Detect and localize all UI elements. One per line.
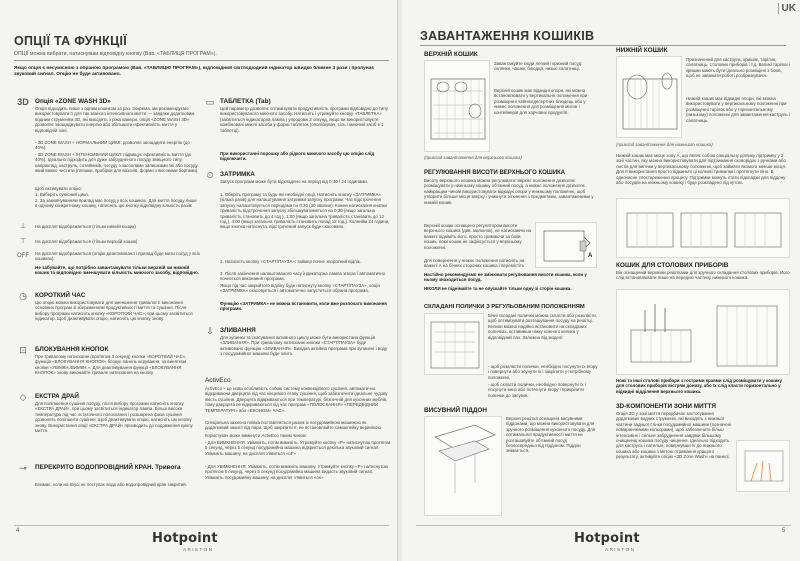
- lower-basket-text-3: Нижній кошик має місце зону А, що являє собою спеціальну ділянку підтримку у 2 зоні частин, яку можна використовувати для підтримання сковорідок з ручками або листів для випічки у вертикальному положенні, щоб займати якомога менше місця. Для її використання просто відкиньте ці колкові трималки і протягнути піно. В одночасне спостереження процесу. Підтримки можуть стати підкладки для піддону або посудки на нижньому кошику і буде розкладено під кутом.: [616, 153, 786, 186]
- brand-sub: ARISTON: [605, 548, 636, 553]
- extra-dry-icon: ◇: [19, 392, 27, 402]
- zone-option-off: На дисплеї відображається (опцію деактивовано і прилад буде мити посуд у всіх кошиках).: [35, 251, 200, 262]
- folding-item-2: - щоб скласти полички, необхідно повернути їх і посунути вниз або потягнути вгору і прикріпити полички до засувок.: [488, 382, 586, 398]
- lower-basket-display-icon: ⊥: [19, 223, 27, 230]
- upper-basket-text: Завантажуйте сюди легкий і крихкий посуд: склянки, чашки, блюдця, низькі салатниці.: [494, 61, 583, 72]
- cutlery-basket-note: Ножі та інші столові прибори з гострими краями слід розміщувати у кошику для столових приборів вістрям донизу, або їх слід класти горизонтально у відкидні відділення верхнього кошика.: [616, 378, 782, 394]
- page-number: 4: [16, 528, 20, 534]
- short-time-text: Цю опцію можна використовувати для зменшення тривалості виконання основних програм зі збереженням продуктивності миття та сушіння. Після вибору програми натисніть кнопку «КОРОТКИЙ ЧАС», при цьому засвітиться індикатор. Щоб деактивувати опцію, натисніть цю кнопку знову.: [35, 300, 193, 322]
- tab-text: Цей параметр дозволяє оптимізувати продуктивність програми відповідно до типу використовуваного миючого засобу. Натисніть і утримуйте кнопку «ТАБЛЕТКА» (засвітиться індикаторна лампа ) упродовж 3 секунд, якщо ви використовуєте комбіновані миючі засоби у формі таблеток (ополіскувач, сіль і миючий засіб в 1 таблетці).: [220, 106, 388, 133]
- drip-tray-drawing: [425, 417, 503, 517]
- upper-basket-caption: (приклад завантаження для верхнього кошика): [424, 155, 522, 160]
- lower-basket-drawing: [617, 57, 683, 139]
- lower-basket-text: Призначений для каструль, кришок, тарілок, салатниць, столових приборів і т.д. Великі тарілки і кришки мають бути ідеально розміщені з боків, щоб не заважати роботі розбризкувача.: [686, 57, 790, 79]
- title-divider: [420, 45, 786, 46]
- zone-wash-text: Опція підходить лише з одним кошиком за раз. Зокрема, ми рекомендуємо використовувати її для так званого інтенсивного миття — завдяки додатковим водним струменям 3D, які виходять з ріжа камери, опція «ZONE WASH 3D» дозволяє заощаджувати енергію або збільшити ефективність миття у відповідній зоні.: [35, 106, 195, 133]
- activeco-heading: ActivEco: [205, 377, 231, 384]
- delay-text-2: Якщо під час закрийтого відліку буде натиснуту кнопку «СТАРТ/ПАУЗА», опція «ЗАТРИМКА» скасовується і автоматично запуститься обрана програма.: [220, 283, 380, 294]
- zone-3d-text: Опція 3D у зоні миття передбачає застосування додаткових водних струменів, які виходять з нижньої частини задньої стінки посудомийної машини (позначені помаранчевими кольорами), щоб забезпечити більш інтенсивне і сильне забруднення завдяки більшому очищенню кошика посуду чищення. Ідеально підходить для каструль і пательні, повернувши їх до нижнього кошика або кошика з метою отримання кращого результату, активуйте опцію «3D Zone Wash» на панелі.: [616, 411, 732, 460]
- tab-icon: ▭: [205, 97, 215, 107]
- tab-note: При використанні порошку або рідкого миючого засобу цю опцію слід відключити.: [220, 151, 375, 162]
- drain-icon: ⇩: [206, 326, 214, 336]
- zone-wash-3d-icon: 3D: [17, 97, 29, 107]
- brand-logo: Hotpoint: [574, 531, 640, 546]
- zone-3d-image: [736, 440, 790, 492]
- activeco-text-2: Спеціальна захисна плівка поставляється разом із посудомийною машиною як додатковий захист від пари. Щоб закріпити її, не встановлюйте самоклейку вериніхою: [205, 420, 381, 431]
- lower-basket-support-image: [616, 198, 790, 258]
- water-tap-icon: ⊸: [19, 463, 27, 473]
- spray-jets-drawing: [737, 441, 791, 493]
- delay-icon: ⏲: [206, 170, 214, 180]
- folding-text: Бічні складані полички можна скласти або розкласти, щоб оптимізувати розташування посуду на решітці. Келихи можна надійно встановити на складаних поличках, вставивши ніжку кожного келиха у відповідний паз. Залежно від моделі:: [488, 313, 597, 340]
- zone-option-lower: На дисплеї відображається (тільки нижній кошик): [35, 224, 136, 229]
- title-divider: [14, 60, 389, 61]
- lever-a-label: A: [588, 253, 593, 259]
- off-display-icon: OFF: [17, 253, 29, 259]
- lower-basket-heading: НИЖНІЙ КОШИК: [616, 47, 668, 54]
- upper-basket-text-2: Верхній кошик має відкидні опори, які можна встановлювати у вертикальне положення при розміщенні чайних/десертних блюдець або у нижнє положення для розміщення мисок і контейнерів для харчових продуктів.: [494, 88, 588, 115]
- drain-text: Для зупинки та скасування активного циклу може бути використана функція «ЗЛИВАННЯ». При тривалому натисканні кнопки «СТАРТ/ПАУЗА» буде активовано функцію «ЗЛИВАННЯ». Вихідна активна програма при зупинені і воду з посудомийної машини буде злито.: [220, 335, 388, 357]
- brand-sub: ARISTON: [183, 548, 214, 553]
- water-block-heading: ПЕРЕКРИТО ВОДОПРОВІДНИЙ КРАН. Тривога: [35, 464, 181, 471]
- height-image: [535, 222, 597, 268]
- intro-text: Якщо опція є несумісною з обраною програмою (Вав. «ТАБЛИЦЮ ПРОГРАМ»), відповідний світлодіодний індикатор швидко блимне 3 рази і пролунає звуковий сигнал. Опцію не буде активовано.: [14, 66, 374, 77]
- height-text-2: Верхній кошик оснащено регулятором висоти верхнього кошика (див. малюнок), не натискаючи на важелі підніміть його, просто тримаючи за боки кошик, поки кошик не зафіксується у верхньому положенні.: [424, 223, 531, 250]
- tab-heading: ТАБЛЕТКА (Tab): [220, 98, 271, 105]
- delay-step-1: 1. Оберіть програму та будь-які необхідні опції. Натисніть кнопку «ЗАТРИМКА» (кілька разів) для налаштування затримки запуску програми. Час відстрочення запуску налаштовується періодами по 0:30 (30 хвилин). Кожне натискання кнопки тривалість відстрочення запуску збільшуватиметься на 0:30 (якщо загальна тривалість становить до 4 год.), 1:00 (якщо загальна тривалість становить до 12 год.), 4:00 (якщо загальна тривалість становить понад 12 год.). Колнийм 24 години, якщо кнопка натиснута, відстрочений запуск буде скасовано.: [220, 192, 390, 230]
- extra-dry-heading: ЕКСТРА ДРАЙ: [35, 393, 79, 400]
- folding-shelf-drawing: [425, 314, 485, 376]
- drip-tray-image: [424, 416, 502, 516]
- support-flaps-drawing: [617, 199, 791, 259]
- height-note-2: НІКОЛИ не піднімайте та не опускайте тільки одну зі сторін кошика.: [424, 286, 572, 291]
- delay-heading: ЗАТРИМКА: [220, 171, 255, 178]
- lower-basket-caption: (приклад завантаження для нижнього кошика): [616, 142, 713, 147]
- zone-option-upper: На дисплеї відображається (тільки верхній кошик): [35, 239, 138, 244]
- zone-wash-step-1: 1. Виберіть сумісний цикл.: [35, 192, 89, 197]
- folding-item-1: - щоб розкласти полички, необхідно посунути їх вгору і повернути або зсунути їх і закріпити у потрібному положенні,: [488, 364, 598, 380]
- activeco-enable: - Для УВІМКНЕННЯ. Увімкніть, потім вимкніть машину. Утримуйте кнопку «P» натиснутою протягом 5 секунд, через 5 секунд посудомийна машина видасть звуковий сигнал. Увімкніть посудомийну машину, на дисплеї з'явиться «on»: [205, 464, 388, 480]
- activeco-disable: - Для ВИМКНЕННЯ. Увімкніть, потім вимкніть. Утримуйте кнопку «P» натиснутою протягом 5 секунд, через 5 секунд посудомийна машина відкриється декілька звуковий сигнал. Увімкніть машину, на дисплеї з'явиться «oF»: [205, 440, 390, 456]
- zone-wash-heading: Опція «ZONE WASH 3D»: [35, 98, 111, 105]
- height-heading: РЕГУЛЮВАННЯ ВИСОТИ ВЕРХНЬОГО КОШИКА: [424, 170, 566, 176]
- key-lock-heading: БЛОКУВАННЯ КНОПОК: [35, 346, 109, 353]
- page-number: 5: [782, 528, 786, 534]
- height-note-1: Настійно рекомендуємо не змінювати регулювання висоти кошика, коли у ньому знаходиться посуд.: [424, 272, 587, 283]
- cutlery-basket-image: [616, 289, 790, 375]
- zone-wash-warning: Не забувайте, що потрібно завантажувати тільки верхній чи нижній кошик та відповідно зменшувати кількість миючого засобу, відповідно.: [35, 265, 200, 276]
- footer-divider: [14, 525, 389, 526]
- brand-logo: Hotpoint: [152, 531, 218, 546]
- footer-divider: [416, 525, 791, 526]
- short-time-heading: КОРОТКИЙ ЧАС: [35, 292, 86, 299]
- folding-image: [424, 313, 484, 375]
- upper-basket-display-icon: ⊤: [19, 238, 27, 245]
- delay-step-2: 2. Натисніть кнопку «СТАРТ/ПАУЗА»: таймер почне зворотний відлік.: [220, 259, 361, 264]
- cutlery-basket-heading: КОШИК ДЛЯ СТОЛОВИХ ПРИБОРІВ: [616, 262, 729, 269]
- cutlery-basket-drawing: [617, 290, 791, 376]
- zone-wash-steps-label: Щоб активувати опцію:: [35, 186, 82, 191]
- activeco-text: ActivEco – це нова особливість собою систему конвекційного сушіння, автоматично відкриваючи дверцята під час кінцевого етапу сушіння, щоб забезпечити ідеальне чудову якість сушіння. Дверцята відкриваються при температурі, безпечній для кухонних меблів, тому дверцята не відкриваються під час програмі «ПОЛОСКАННЯ» «ПЕРЕДВІДНИЙ ТЕМПЕРАТУРІ» або «ЕКОНОМ» ЧАС».: [205, 386, 388, 413]
- zone-3d-heading: 3D-КОМПОНЕНТИ ЗОНИ МИТТЯ: [616, 403, 716, 410]
- key-lock-text: При тривалому натисканні (протягом 3 секунд) кнопки «КОРОТКИЙ ЧАС», функція «БЛОКУВАННЯ КНОПОК» блокує панель керування, за винятком кнопки «УВІМКН./ВИМКН.». Для деактивування функції «БЛОКУВАННЯ КНОПОК» знову виконайте тривале натискання на кнопку.: [35, 354, 187, 376]
- height-text-3: Для повернення у нижнє положення натисніть на важелі А на бічних сторонах кошика і перемістіть: [424, 258, 525, 269]
- folding-heading: СКЛАДАНІ ПОЛИЧКИ З РЕГУЛЬОВАНИМ ПОЛОЖЕННЯМ: [424, 304, 585, 310]
- short-time-icon: ◷: [19, 291, 27, 301]
- left-page: [0, 0, 398, 561]
- delay-note: Функцію «ЗАТРИМКА» не можна встановити, коли вже розпочато виконання програми.: [220, 301, 387, 312]
- drip-tray-heading: ВИСУВНИЙ ПІДДОН: [424, 407, 487, 414]
- zone-wash-mode-normal: - 3D ZONE WASH + НОРМАЛЬНИЙ ЦИКЛ: дозволяє заощадити енергію (до 40%).: [35, 140, 190, 151]
- page-subtitle: ОПЦІЇ можна вибрати, натиснувши відповідну кнопку (Вав. «ТАБЛИЦЯ ПРОГРАМ»).: [14, 51, 217, 57]
- zone-wash-step-2: 2. За замовчуванням прилад має посуд у всіх кошиках. Для миття посуду лише в одному конкретному кошику, натисніть цю кнопку відповідну кількість разів:: [35, 198, 197, 209]
- zone-wash-mode-intensive: - 3D ZONE WASH + ІНТЕНСИВНИЙ ЦИКЛ: підвищує ефективність миття (до 40%). Ідеально підходить для дуже забрудненого посуду звищного типу, наприклад, каструль, сотейників, посуду з засохлими залишками їжі або посуду, який важко чистити (пляшки, пробірки для вазонів, форми з високими бортами).: [35, 152, 199, 174]
- lower-basket-text-2: Нижній кошик має відкидні опори, які можна використовувати у вертикальному положенні при розміщенні тарілок або у горизонтальному (низькому) положенні для завантаження каструль і салатниць.: [686, 96, 790, 123]
- lower-basket-image: [616, 56, 682, 138]
- page-title: ЗАВАНТАЖЕННЯ КОШИКІВ: [420, 29, 595, 43]
- drip-tray-text: Верхня решітка оснащена висувними піддонами, що можна використовувати для зручного розміщення кухонного посуду. Для оптимальної продуктивності миття не розташовуйте об'ємний посуд безпосередньо під піддоном. Піддон знімається.: [506, 416, 596, 454]
- upper-basket-heading: ВЕРХНІЙ КОШИК: [424, 51, 478, 58]
- delay-text: Запуск програми може бути відкладено на період від 0:30 / 24 годинами.: [220, 179, 368, 184]
- water-block-text: Блимає, коли на вхусі не поступає вода або водопровідний кран закритий.: [35, 482, 187, 487]
- height-text: Висоту верхнього кошика можна регулювати: верхнє положення дозволяє розміщувати у нижньому кошику об'ємний посуд, а нижнє положення дозволяє найкращим чином використовувати відкидні опори у нижньому положенні, щоб утворити більше місця зверху і уникнути зіткнення з предметами, завантаженими у нижній кошик.: [424, 178, 594, 205]
- extra-dry-text: Для поліпшення сушіння посуду, після вибору програми натисніть кнопку «ЕКСТРА ДРАЙ», при цьому засвітиться індикатор лампа. Більш висока температура під час остаточного полоскання і розширена фаза сушіння дозволять поліпшити сушіння. Щоб деактивувати опцію, натисніть цю кнопку знову. Використання опції «ЕКСТРА ДРАЙ» призводить до подовження циклу миття.: [35, 401, 193, 434]
- upper-basket-image: [424, 60, 490, 152]
- cutlery-basket-text: Він оснащений верхніми решітками для зручного складання столових приборів. Його слід встановлювати лише на передню частину нижнього кошика.: [616, 270, 790, 281]
- language-tag: UK: [778, 3, 796, 14]
- upper-basket-drawing: [425, 61, 491, 153]
- delay-step-3: 3. Після закінчення налаштованого часу індикаторна лампа згасає і автоматично почнеться виконання програми.: [220, 271, 386, 282]
- lock-icon: ⊡: [19, 345, 27, 355]
- height-adjuster-drawing: [536, 223, 598, 269]
- drain-heading: ЗЛИВАННЯ: [220, 327, 256, 334]
- right-page: [402, 0, 800, 561]
- activeco-text-3: Користувач може вимкнути ActivEco таким чином:: [205, 433, 307, 438]
- page-title: ОПЦІЇ ТА ФУНКЦІЇ: [14, 34, 128, 48]
